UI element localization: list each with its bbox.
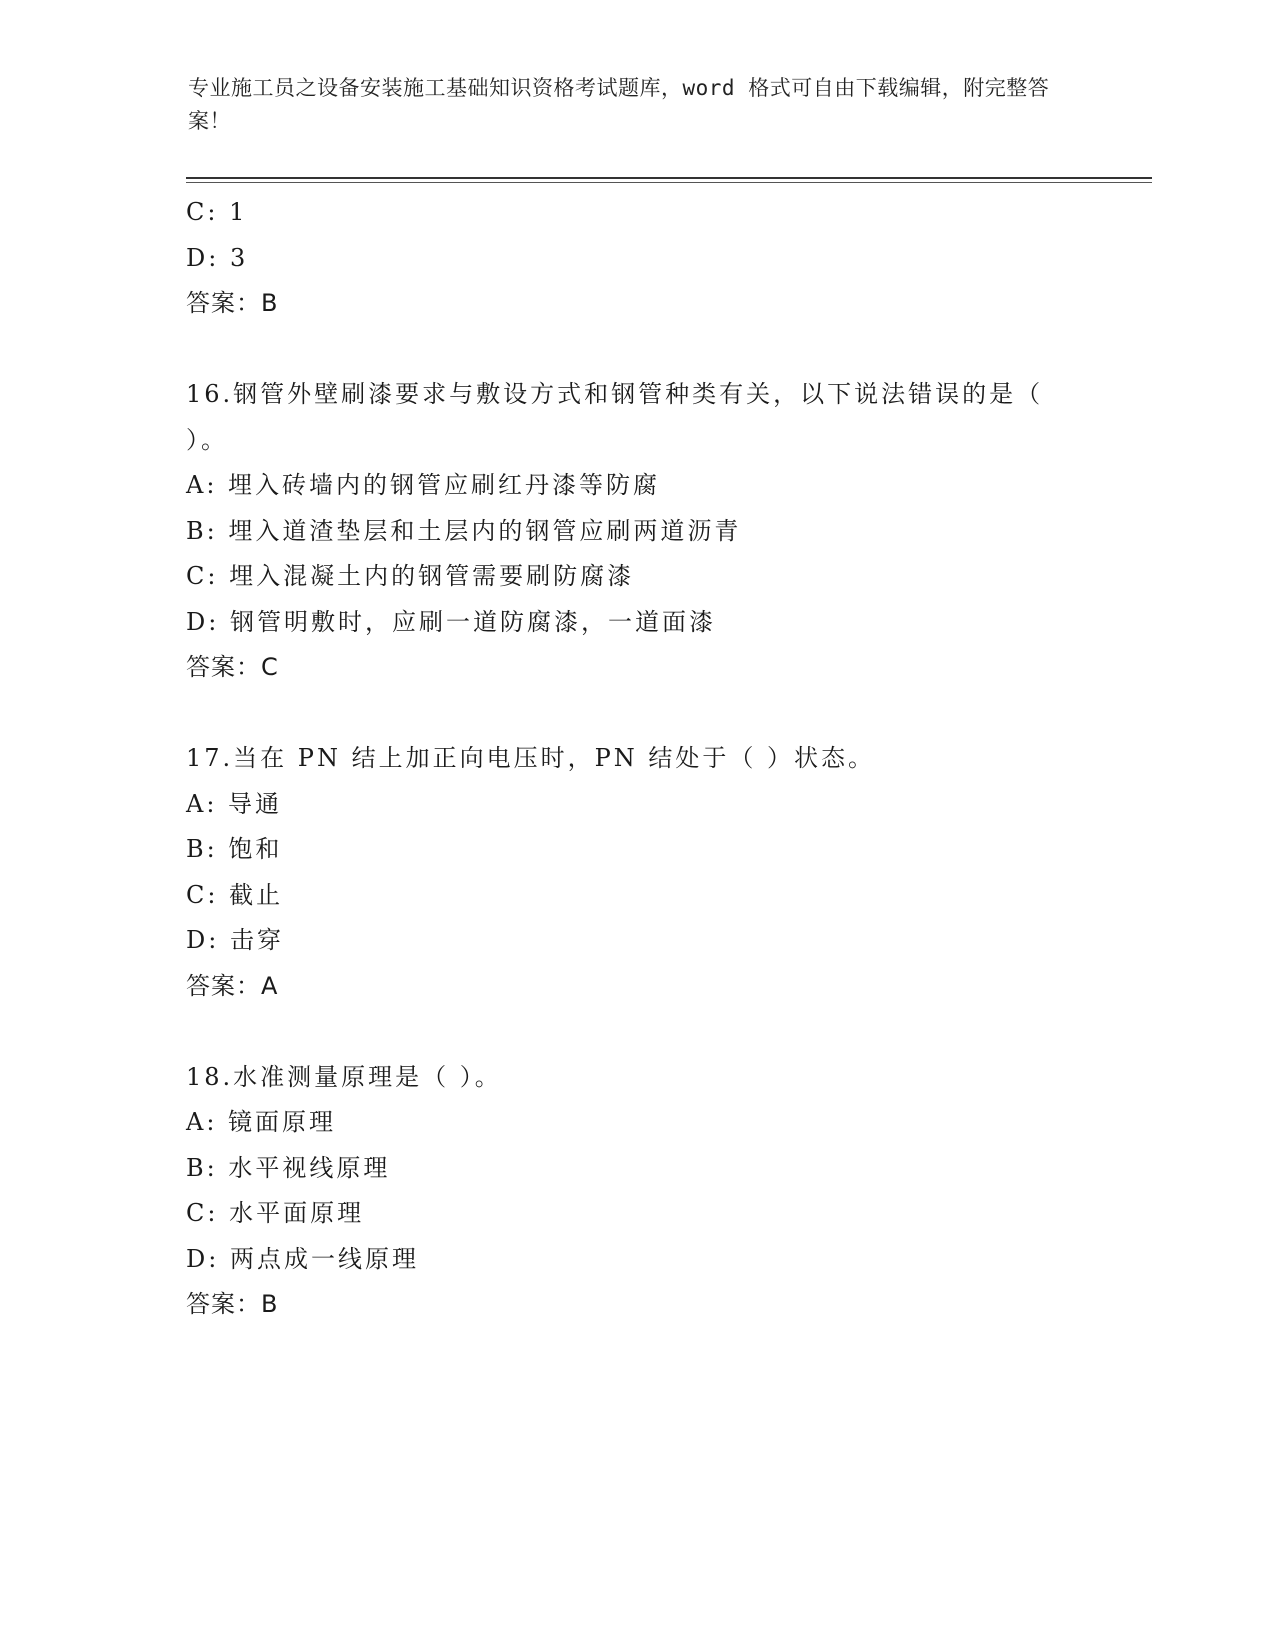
spacer [186, 691, 1116, 737]
question-17-option-c: C: 截止 [186, 880, 284, 909]
question-18-option-a: A: 镜面原理 [186, 1108, 337, 1136]
question-17-option-a: A: 导通 [186, 789, 283, 818]
question-17-stem: 17.当在 PN 结上加正向电压时，PN 结处于（ ）状态。 [186, 744, 875, 772]
spacer [186, 1009, 1116, 1055]
question-18-option-b: B: 水平视线原理 [186, 1153, 391, 1182]
question-18-option-d: D: 两点成一线原理 [186, 1244, 419, 1273]
question-17-answer: 答案：A [186, 971, 279, 1000]
prev-option-d: D: 3 [186, 243, 249, 272]
question-17-option-b: B: 饱和 [186, 835, 283, 863]
question-16-option-c: C: 埋入混凝土内的钢管需要刷防腐漆 [186, 562, 635, 590]
question-18-stem: 18.水准测量原理是（ ）。 [186, 1062, 502, 1091]
question-17-option-d: D: 击穿 [186, 926, 284, 954]
question-18-answer: 答案：B [186, 1290, 279, 1318]
question-18-option-c: C: 水平面原理 [186, 1199, 365, 1227]
prev-option-c: C: 1 [186, 198, 248, 226]
question-content [186, 190, 1116, 1328]
header-note: 专业施工员之设备安装施工基础知识资格考试题库，word 格式可自由下载编辑，附完整答案！ [188, 76, 1050, 133]
question-16-stem: 16.钢管外壁刷漆要求与敷设方式和钢管种类有关，以下说法错误的是（ ）。 [186, 380, 1044, 454]
prev-answer: 答案：B [186, 289, 279, 317]
spacer [186, 327, 1116, 373]
question-16-option-d: D: 钢管明敷时，应刷一道防腐漆，一道面漆 [186, 607, 716, 636]
header-divider-thin [186, 182, 1152, 183]
question-16-option-a: A: 埋入砖墙内的钢管应刷红丹漆等防腐 [186, 471, 661, 499]
question-16-option-b: B: 埋入道渣垫层和土层内的钢管应刷两道沥青 [186, 516, 742, 545]
question-16-answer: 答案：C [186, 653, 279, 681]
header-divider [186, 177, 1152, 179]
